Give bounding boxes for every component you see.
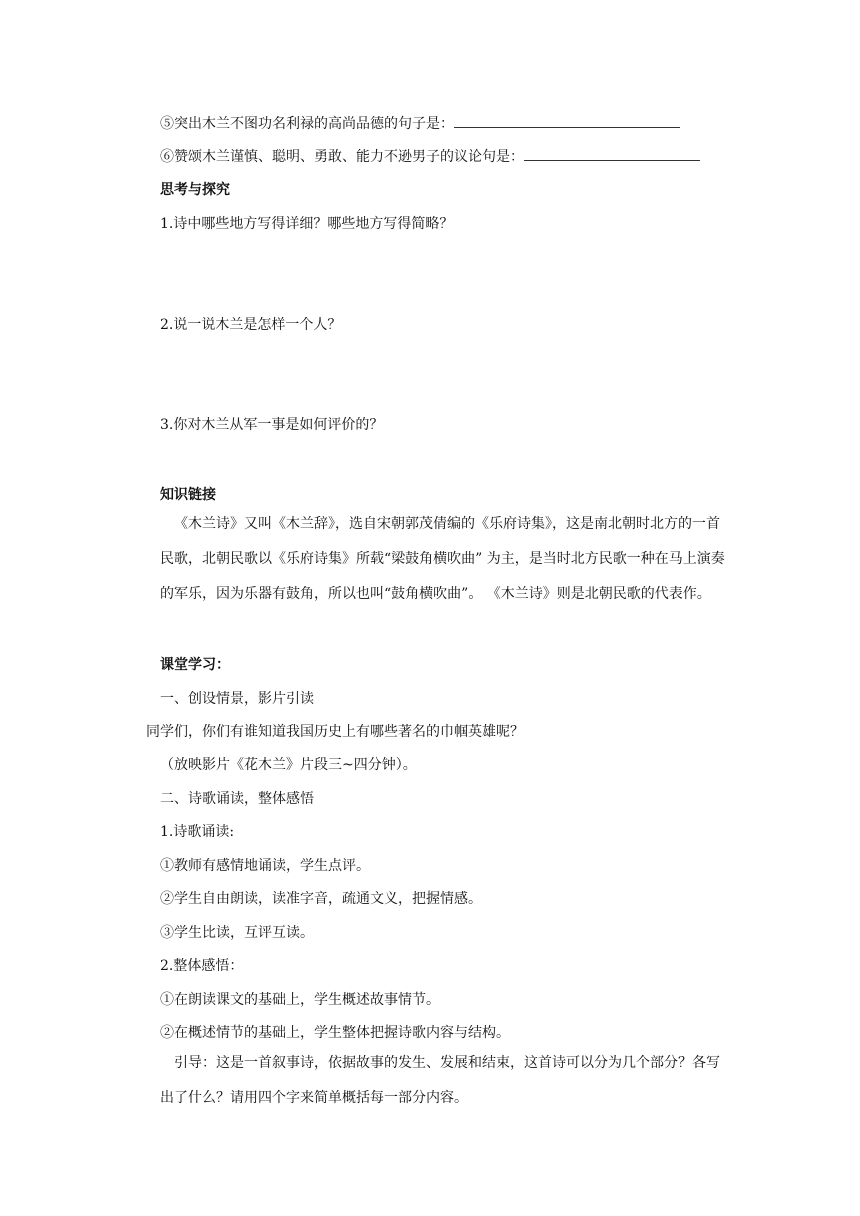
section-2-1-c: ③学生比读，互评互读。 [160, 925, 314, 941]
think-question-3: 3.你对木兰从军一事是如何评价的？ [160, 417, 384, 433]
question-6-text: ⑥赞颂木兰谨慎、聪明、勇敢、能力不逊男子的议论句是： [160, 149, 524, 165]
knowledge-paragraph [160, 507, 732, 612]
section-1-question: 同学们，你们有谁知道我国历史上有哪些著名的巾帼英雄呢？ [146, 724, 524, 740]
section-2-2-b: ②在概述情节的基础上，学生整体把握诗歌内容与结构。 [160, 1025, 510, 1041]
question-5 [160, 113, 680, 134]
question-6 [160, 146, 700, 167]
answer-blank-5[interactable] [454, 113, 680, 128]
think-question-2: 2.说一说木兰是怎样一个人？ [160, 317, 342, 333]
section-1-note: （放映影片《花木兰》片段三~四分钟）。 [160, 757, 417, 773]
section-2-1-b: ②学生自由朗读，读准字音，疏通文义，把握情感。 [160, 891, 482, 907]
think-question-1: 1.诗中哪些地方写得详细？哪些地方写得简略？ [160, 216, 454, 232]
knowledge-heading: 知识链接 [160, 487, 216, 503]
knowledge-text: 《木兰诗》又叫《木兰辞》，选自宋朝郭茂倩编的《乐府诗集》，这是南北朝时北方的一首民歌，北朝民歌以《乐府诗集》所载“梁鼓角横吹曲” 为主，是当时北方民歌一种在马上演奏的军乐，因为乐器有鼓角，所以也叫“鼓角横吹曲”。 《木兰诗》则是北朝民歌的代表作。 [160, 516, 725, 602]
section-2-heading: 二、诗歌诵读，整体感悟 [160, 791, 314, 807]
section-2-2-a: ①在朗读课文的基础上，学生概述故事情节。 [160, 992, 440, 1008]
answer-blank-6[interactable] [524, 146, 700, 161]
think-heading: 思考与探究 [160, 182, 230, 198]
guide-text: 引导：这是一首叙事诗，依据故事的发生、发展和结束，这首诗可以分为几个部分？各写出了什么？请用四个字来简单概括每一部分内容。 [160, 1055, 720, 1106]
section-2-1-heading: 1.诗歌诵读: [160, 824, 235, 840]
question-5-text: ⑤突出木兰不图功名利禄的高尚品德的句子是： [160, 116, 454, 132]
section-2-1-a: ①教师有感情地诵读，学生点评。 [160, 858, 370, 874]
class-heading: 课堂学习： [160, 657, 230, 673]
section-2-2-heading: 2.整体感悟： [160, 958, 244, 974]
guide-paragraph [160, 1046, 732, 1116]
section-1-heading: 一、创设情景，影片引读 [160, 691, 314, 707]
